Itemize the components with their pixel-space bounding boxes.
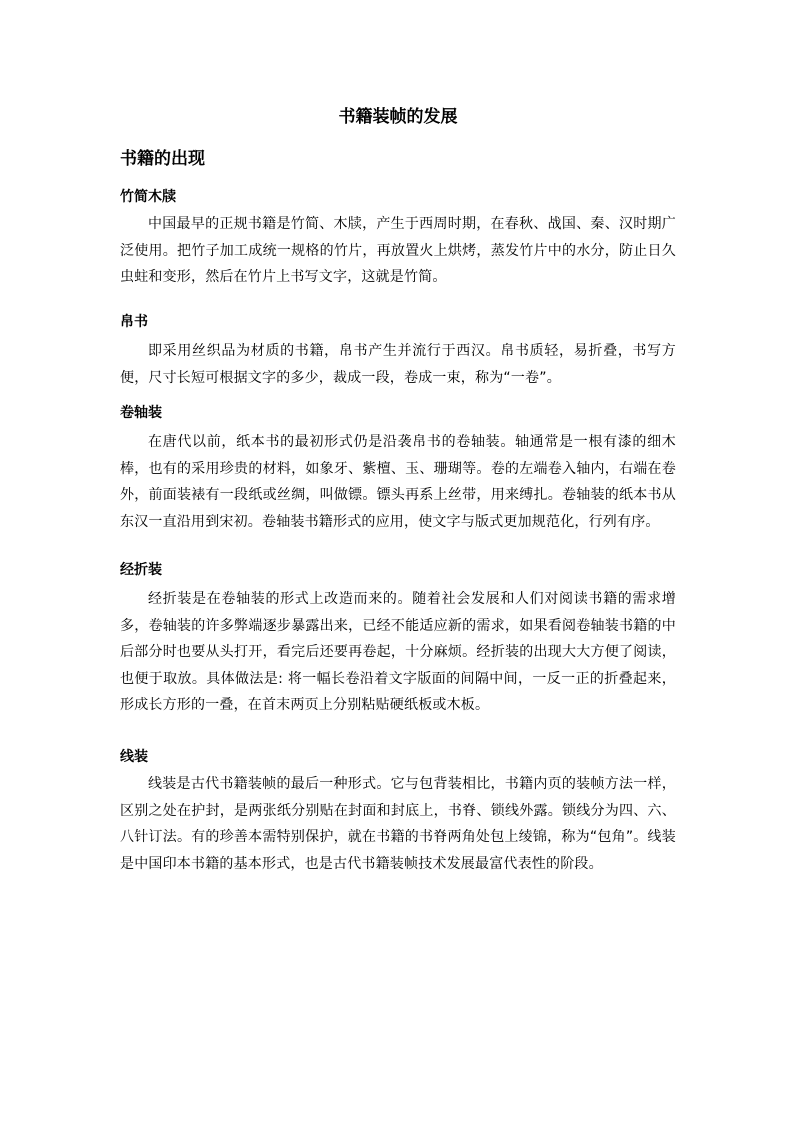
paragraph-silk-books: 即采用丝织品为材质的书籍，帛书产生并流行于西汉。帛书质轻，易折叠，书写方便，尺寸长短可根据文字的多少，裁成一段，卷成一束，称为“一卷”。	[120, 343, 676, 386]
paragraph-scroll-binding: 在唐代以前，纸本书的最初形式仍是沿袭帛书的卷轴装。轴通常是一根有漆的细木棒，也有的采用珍贵的材料，如象牙、紫檀、玉、珊瑚等。卷的左端卷入轴内，右端在卷外，前面装裱有一段纸或丝绸，叫做镖。镖头再系上丝带，用来缚扎。卷轴装的纸本书从东汉一直沿用到宋初。卷轴装书籍形式的应用，使文字与版式更加规范化，行列有序。	[120, 434, 676, 530]
subheading-bamboo-slips: 竹简木牍	[120, 189, 176, 205]
paragraph-thread-binding: 线装是古代书籍装帧的最后一种形式。它与包背装相比，书籍内页的装帧方法一样，区别之处在护封，是两张纸分别贴在封面和封底上，书脊、锁线外露。锁线分为四、六、八针订法。有的珍善本需特别保护，就在书籍的书脊两角处包上绫锦，称为“包角”。线装是中国印本书籍的基本形式，也是古代书籍装帧技术发展最富代表性的阶段。	[120, 776, 676, 872]
section-heading: 书籍的出现	[120, 149, 205, 169]
paragraph-bamboo-slips: 中国最早的正规书籍是竹简、木牍，产生于西周时期，在春秋、战国、秦、汉时期广泛使用。把竹子加工成统一规格的竹片，再放置火上烘烤，蒸发竹片中的水分，防止日久虫蛀和变形，然后在竹片上书写文字，这就是竹简。	[120, 216, 676, 285]
paragraph-accordion-binding: 经折装是在卷轴装的形式上改造而来的。随着社会发展和人们对阅读书籍的需求增多，卷轴装的许多弊端逐步暴露出来，已经不能适应新的需求，如果看阅卷轴装书籍的中后部分时也要从头打开，看完后还要再卷起，十分麻烦。经折装的出现大大方便了阅读，也便于取放。具体做法是: 将一幅长卷沿着文字版面的间隔中间，一反一正的折叠起来，形成长方形的一叠，在首末两页上分别粘贴硬纸板或木板。	[120, 591, 676, 713]
document-title: 书籍装帧的发展	[338, 107, 458, 127]
subheading-scroll-binding: 卷轴装	[120, 405, 162, 421]
subheading-thread-binding: 线装	[120, 749, 148, 765]
subheading-silk-books: 帛书	[120, 314, 148, 330]
subheading-accordion-binding: 经折装	[120, 562, 162, 578]
